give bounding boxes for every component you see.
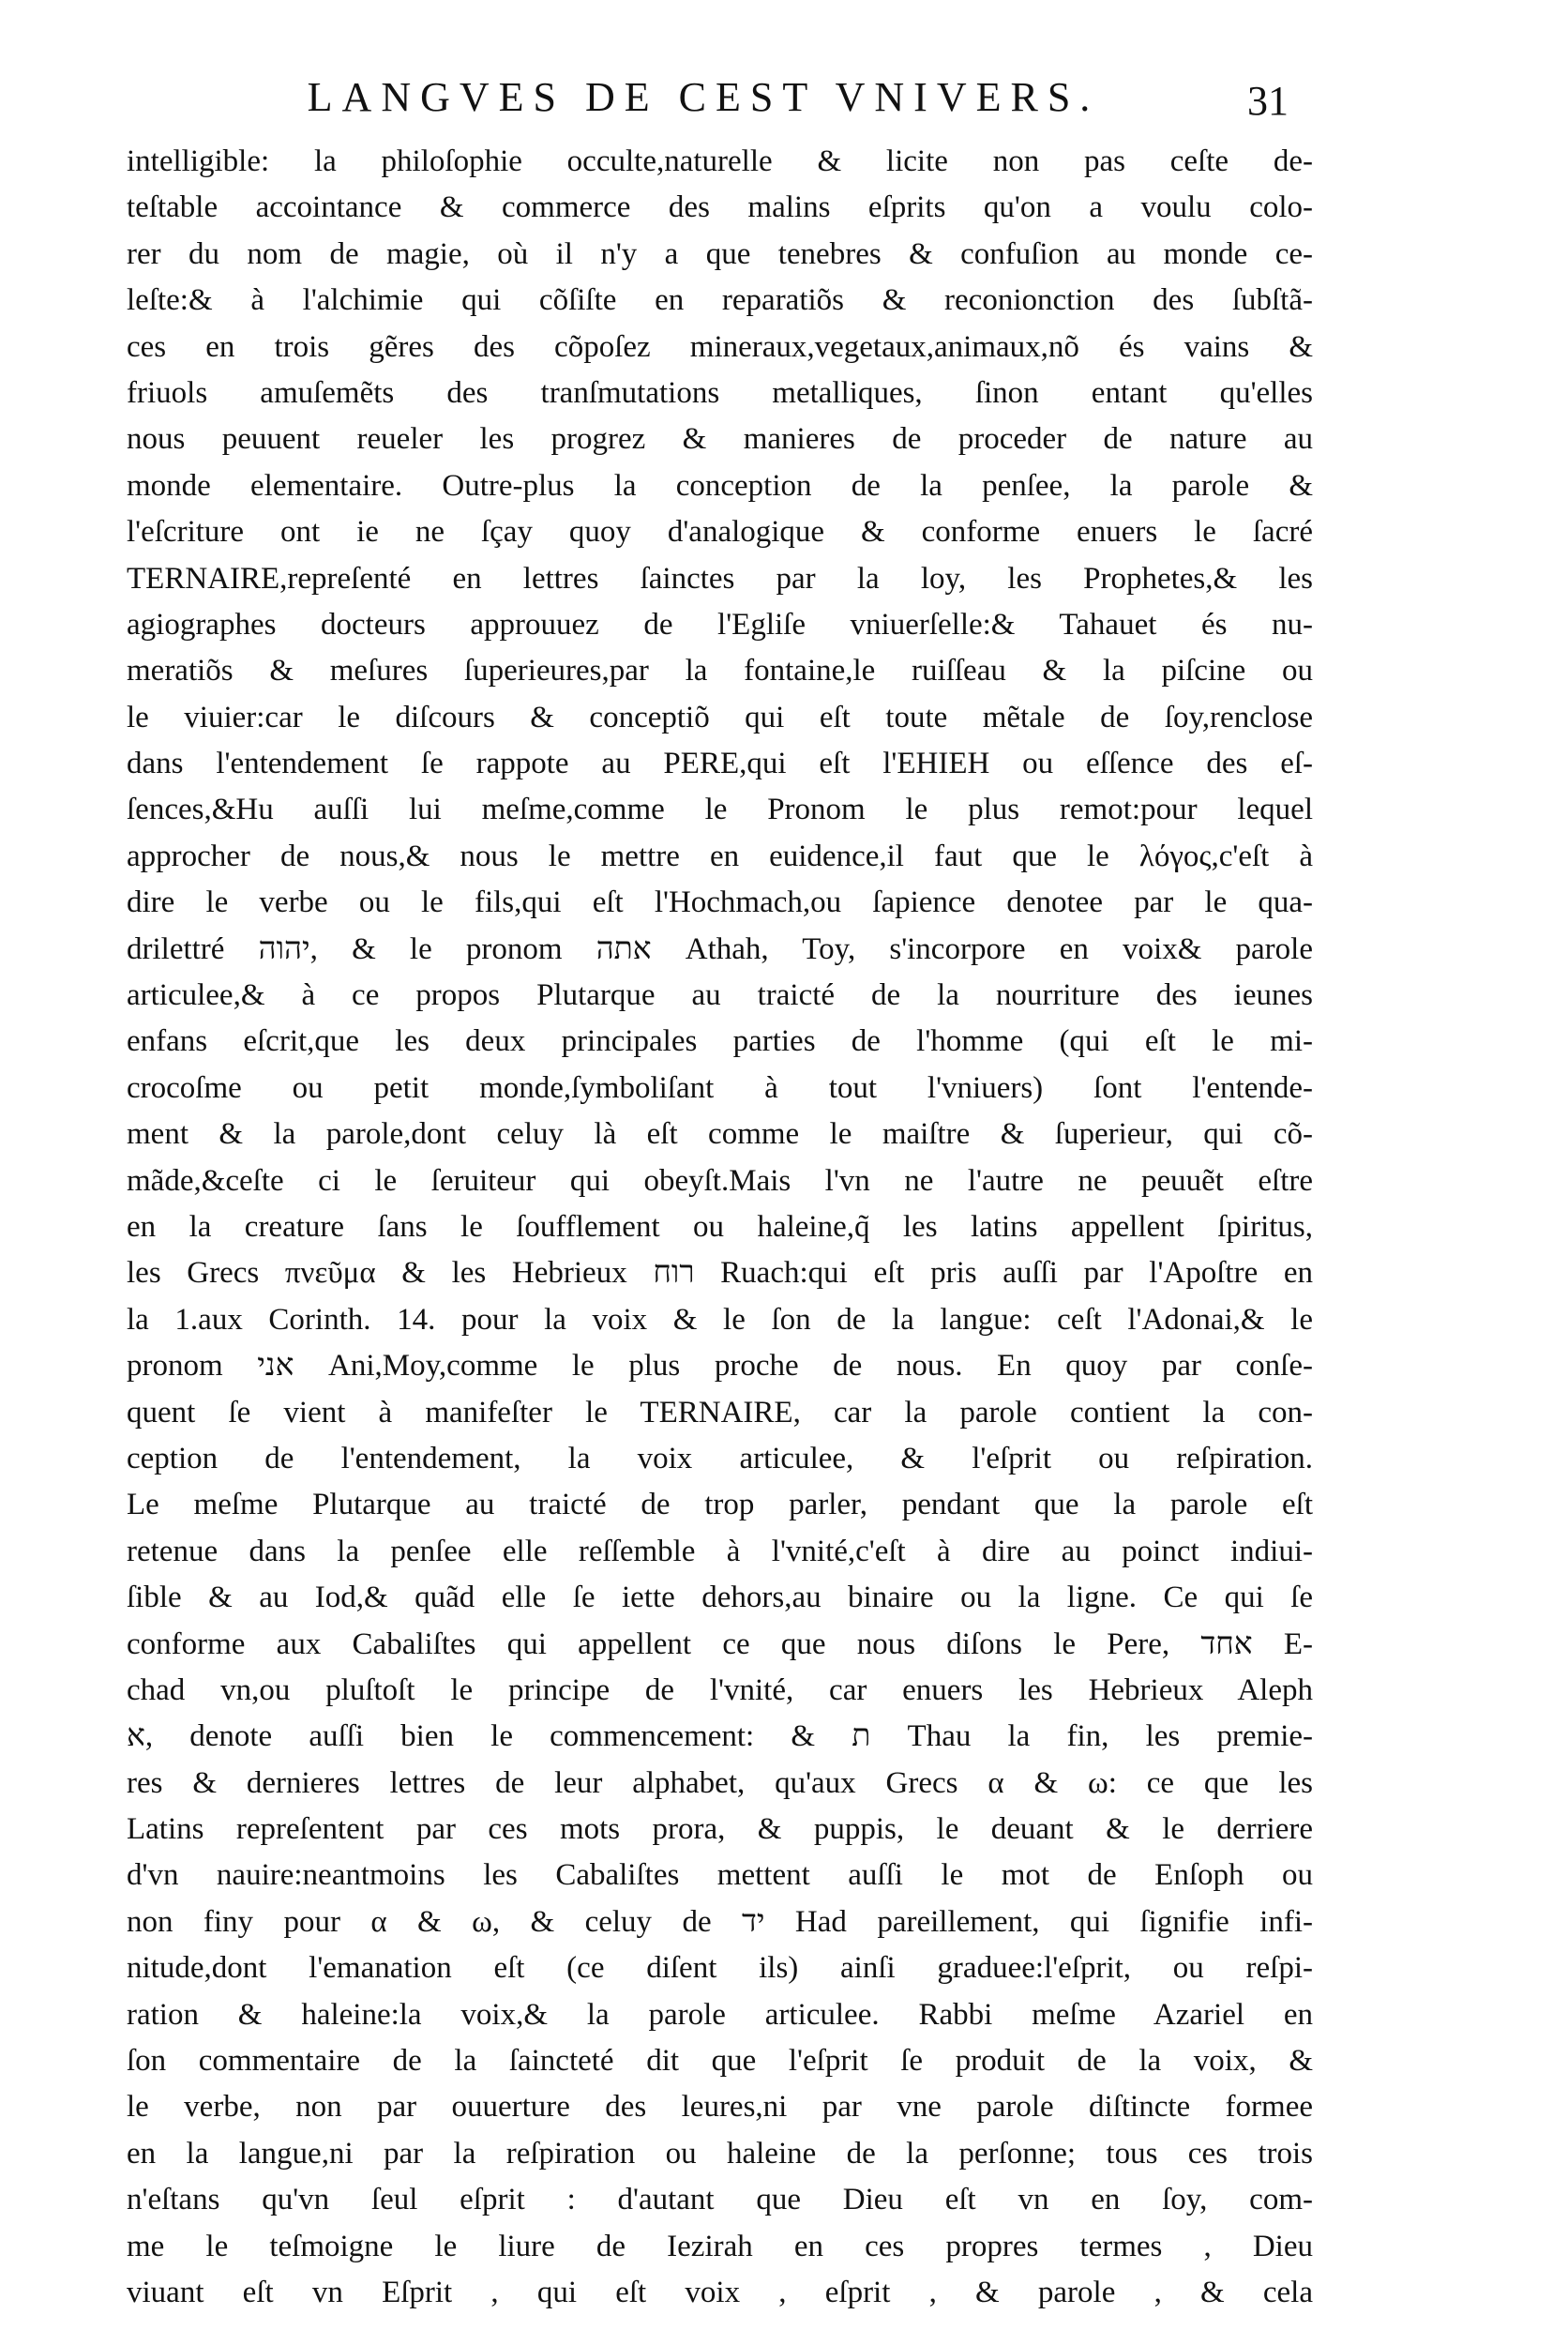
text-line: ces en trois gẽres des cõpoſez mineraux,vegetaux,animaux,nõ és vains &	[127, 329, 1313, 364]
text-line: approcher de nous,& nous le mettre en euidence,il faut que le λόγος,c'eſt à	[127, 839, 1313, 873]
text-line: ſences,&Hu auſſi lui meſme,comme le Pronom le plus remot:pour lequel	[127, 793, 1313, 827]
running-title: LANGVES DE CEST VNIVERS.	[307, 74, 1100, 120]
text-line: quent ſe vient à manifeſter le TERNAIRE, car la parole contient la con-	[127, 1395, 1313, 1430]
text-line: drilettré יהוה, & le pronom אתה Athah, Toy, s'incorpore en voix& parole	[127, 931, 1313, 966]
text-line: Latins repreſentent par ces mots prora, & puppis, le deuant & le derriere	[127, 1812, 1313, 1847]
text-line: א, denote auſſi bien le commencement: & ת Thau la fin, les premie-	[127, 1719, 1314, 1754]
text-line: articulee,& à ce propos Plutarque au traicté de la nourriture des ieunes	[127, 978, 1313, 1013]
text-line: le viuier:car le diſcours & conceptiõ qui eſt toute mẽtale de ſoy,renclose	[127, 700, 1313, 734]
text-line: ception de l'entendement, la voix articulee, & l'eſprit ou reſpiration.	[127, 1441, 1313, 1475]
text-line: nous peuuent reueler les progrez & manieres de proceder de nature au	[127, 422, 1313, 457]
text-line: rer du nom de magie, où il n'y a que tenebres & confuſion au monde ce-	[127, 236, 1313, 271]
text-line: meratiõs & meſures ſuperieures,par la fontaine,le ruiſſeau & la piſcine ou	[127, 654, 1313, 688]
text-line: TERNAIRE,repreſenté en lettres ſainctes par la loy, les Prophetes,& les	[127, 561, 1313, 596]
text-line: teſtable accointance & commerce des malins eſprits qu'on a voulu colo-	[127, 190, 1313, 225]
text-line: res & dernieres lettres de leur alphabet, qu'aux Grecs α & ω: ce que les	[127, 1765, 1313, 1800]
text-line: conforme aux Cabaliſtes qui appellent ce que nous diſons le Pere, אחד E-	[127, 1626, 1313, 1661]
text-line: ſon commentaire de la ſaincteté dit que l'eſprit ſe produit de la voix, &	[127, 2044, 1313, 2079]
text-line: Le meſme Plutarque au traicté de trop parler, pendant que la parole eſt	[127, 1488, 1313, 1522]
text-line: n'eſtans qu'vn ſeul eſprit : d'autant que Dieu eſt vn en ſoy, com-	[127, 2183, 1313, 2217]
text-line: la 1.aux Corinth. 14. pour la voix & le ſon de la langue: ceſt l'Adonai,& le	[127, 1302, 1313, 1337]
text-line: me le teſmoigne le liure de Iezirah en ces propres termes , Dieu	[127, 2229, 1313, 2263]
text-line: friuols amuſemẽts des tranſmutations metalliques, ſinon entant qu'elles	[127, 375, 1313, 410]
page-number: 31	[1247, 78, 1289, 124]
text-line: en la creature ſans le ſoufflement ou haleine,q̃ les latins appellent ſpiritus,	[127, 1209, 1313, 1244]
text-line: mãde,&ceſte ci le ſeruiteur qui obeyſt.Mais l'vn ne l'autre ne peuuẽt eſtre	[127, 1163, 1313, 1198]
text-line: dans l'entendement ſe rappote au PERE,qui eſt l'EHIEH ou eſſence des eſ-	[127, 747, 1313, 781]
text-line: ſible & au Iod,& quãd elle ſe iette dehors,au binaire ou la ligne. Ce qui ſe	[127, 1581, 1313, 1615]
text-line: retenue dans la penſee elle reſſemble à l'vnité,c'eſt à dire au poinct indiui-	[127, 1534, 1313, 1568]
body-text	[127, 139, 1313, 2316]
text-line: crocoſme ou petit monde,ſymboliſant à tout l'vniuers) ſont l'entende-	[127, 1070, 1313, 1105]
text-line: ment & la parole,dont celuy là eſt comme le maiſtre & ſuperieur, qui cõ-	[127, 1117, 1313, 1152]
text-line: le verbe, non par ouuerture des leures,ni par vne parole diſtincte formee	[127, 2090, 1313, 2125]
text-line: ration & haleine:la voix,& la parole articulee. Rabbi meſme Azariel en	[127, 1997, 1313, 2032]
text-line: nitude,dont l'emanation eſt (ce diſent ils) ainſi graduee:l'eſprit, ou reſpi-	[127, 1951, 1313, 1986]
text-line: pronom אני Ani,Moy,comme le plus proche de nous. En quoy par conſe-	[127, 1349, 1313, 1384]
text-line: enfans eſcrit,que les deux principales parties de l'homme (qui eſt le mi-	[127, 1024, 1313, 1059]
text-line: d'vn nauire:neantmoins les Cabaliſtes mettent auſſi le mot de Enſoph ou	[127, 1858, 1313, 1893]
text-line: agiographes docteurs approuuez de l'Egliſe vniuerſelle:& Tahauet és nu-	[127, 607, 1313, 642]
text-line: viuant eſt vn Eſprit , qui eſt voix , eſprit , & parole , & cela	[127, 2275, 1313, 2309]
text-line: intelligible: la philoſophie occulte,naturelle & licite non pas ceſte de-	[127, 144, 1313, 178]
text-line: dire le verbe ou le fils,qui eſt l'Hochmach,ou ſapience denotee par le qua-	[127, 885, 1313, 920]
text-line: les Grecs πνεῦμα & les Hebrieux רוח Ruach:qui eſt pris auſſi par l'Apoſtre en	[127, 1256, 1314, 1291]
text-line: non finy pour α & ω, & celuy de יד Had pareillement, qui ſignifie infi-	[127, 1904, 1313, 1939]
text-line: l'eſcriture ont ie ne ſçay quoy d'analogique & conforme enuers le ſacré	[127, 515, 1313, 550]
text-line: leſte:& à l'alchimie qui cõſiſte en reparatiõs & reconionction des ſubſtã-	[127, 283, 1313, 318]
text-line: en la langue,ni par la reſpiration ou haleine de la perſonne; tous ces trois	[127, 2136, 1313, 2171]
text-line: monde elementaire. Outre-plus la conception de la penſee, la parole &	[127, 468, 1313, 503]
text-line: chad vn,ou pluſtoſt le principe de l'vnité, car enuers les Hebrieux Aleph	[127, 1672, 1313, 1707]
